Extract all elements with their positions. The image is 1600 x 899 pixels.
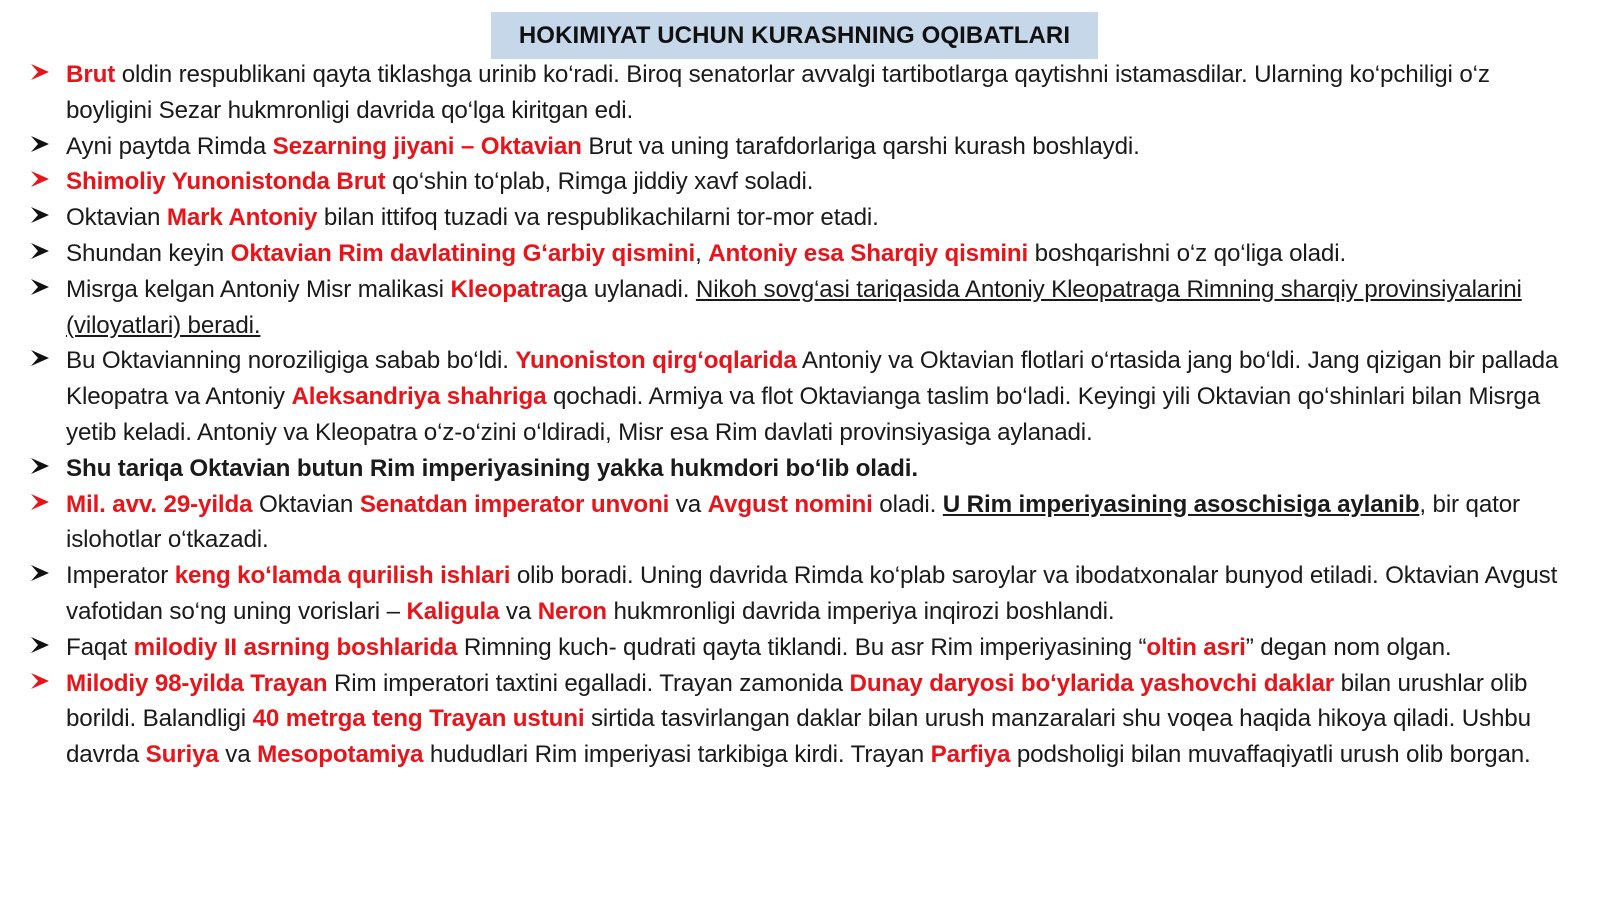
bullet-text: olib boradi. Uning davrida Rimda ko‘plab saroylar va ibodatxonalar bunyod etiladi. Oktavian Avgust vafotidan so‘ng uning vorislari – (66, 562, 1558, 625)
bullet-item (30, 200, 1570, 236)
arrowhead-bullet-icon (30, 451, 52, 487)
slide-title: HOKIMIYAT UCHUN KURASHNING OQIBATLARI (491, 12, 1098, 59)
bullet-text: Brut va uning tarafdorlariga qarshi kurash boshlaydi. (581, 132, 1140, 160)
arrowhead-bullet-icon (30, 630, 52, 666)
bullet-item (30, 666, 1570, 773)
bullet-text: Shundan keyin (66, 239, 231, 267)
arrowhead-bullet-icon (30, 343, 52, 379)
highlighted-text: Parfiya (930, 741, 1011, 769)
highlighted-text: oltin asri (1146, 633, 1246, 661)
bullet-text: bilan urushlar olib borildi. Balandligi (66, 669, 1528, 733)
bullet-text: Oktavian (66, 204, 167, 232)
arrowhead-bullet-icon (30, 558, 52, 594)
arrowhead-bullet-icon (30, 129, 52, 165)
bullet-item (30, 164, 1570, 200)
highlighted-text: Oktavian Rim davlatining G‘arbiy qismini (230, 239, 696, 267)
highlighted-text: Sezarning jiyani – Oktavian (272, 132, 582, 160)
bullet-text: bilan ittifoq tuzadi va respublikachilarni tor-mor etadi. (317, 204, 879, 232)
bullet-text: Ayni paytda Rimda (66, 132, 273, 160)
bullet-list (30, 57, 1570, 773)
bullet-text: , bir qator islohotlar o‘tkazadi. (66, 490, 1520, 554)
bullet-text: Nikoh sovg‘asi tariqasida Antoniy Kleopatraga Rimning sharqiy provinsiyalarini (viloyatlari) beradi. (66, 275, 1522, 339)
highlighted-text: Brut (66, 61, 116, 88)
bullet-text: Bu Oktavianning noroziligiga sabab bo‘ldi. (66, 347, 516, 375)
highlighted-text: Kaligula (406, 597, 500, 625)
arrowhead-bullet-icon (30, 236, 52, 272)
bullet-text: podsholigi bilan muvaffaqiyatli urush olib borgan. (1010, 741, 1531, 769)
arrowhead-bullet-icon (30, 487, 52, 523)
highlighted-text: keng ko‘lamda qurilish ishlari (174, 562, 511, 590)
arrowhead-bullet-icon (30, 200, 52, 236)
arrowhead-bullet-icon (30, 666, 52, 702)
bullet-text: , (695, 239, 709, 267)
bullet-text: oladi. (872, 490, 943, 518)
bullet-text: boshqarishni o‘z qo‘liga oladi. (1028, 239, 1347, 267)
highlighted-text: Neron (537, 597, 607, 625)
arrowhead-bullet-icon (30, 164, 52, 200)
bullet-text: va (499, 597, 538, 625)
arrowhead-bullet-icon (30, 57, 52, 93)
highlighted-text: Antoniy esa Sharqiy qismini (708, 239, 1029, 267)
bullet-item (30, 451, 1570, 487)
highlighted-text: 40 metrga teng Trayan ustuni (252, 705, 585, 733)
highlighted-text: Kleopatra (450, 275, 561, 303)
bullet-text: U Rim imperiyasining asoschisiga aylanib (942, 490, 1420, 518)
arrowhead-bullet-icon (30, 272, 52, 308)
bullet-item (30, 487, 1570, 559)
bullet-text: hududlari Rim imperiyasi tarkibiga kirdi. Trayan (423, 741, 931, 769)
bullet-item (30, 558, 1570, 630)
highlighted-text: Dunay daryosi bo‘ylarida yashovchi daklar (849, 669, 1335, 697)
highlighted-text: Aleksandriya shahriga (291, 383, 547, 411)
highlighted-text: Shimoliy Yunonistonda Brut (66, 168, 386, 196)
bullet-text: ga uylanadi. (560, 275, 696, 303)
bullet-text: Imperator (66, 562, 175, 590)
bullet-text: Oktavian (252, 490, 360, 518)
bullet-text: sirtida tasvirlangan daklar bilan urush manzaralari shu voqea haqida hikoya qiladi. Ushbu davrda (66, 705, 1531, 769)
highlighted-text: Suriya (145, 741, 219, 769)
bullet-text: Misrga kelgan Antoniy Misr malikasi (66, 275, 451, 303)
highlighted-text: milodiy II asrning boshlarida (133, 633, 458, 661)
bullet-item (30, 129, 1570, 165)
bullet-text: Faqat (66, 633, 134, 661)
bullet-text: Rimning kuch- qudrati qayta tiklandi. Bu asr Rim imperiyasining “ (457, 633, 1147, 661)
bullet-text: Shu tariqa Oktavian butun Rim imperiyasining yakka hukmdori bo‘lib oladi. (66, 454, 918, 482)
highlighted-text: Mesopotamiya (257, 741, 424, 769)
bullet-text: va (669, 490, 708, 518)
bullet-text: Rim imperatori taxtini egalladi. Trayan zamonida (327, 669, 850, 697)
bullet-text: hukmronligi davrida imperiya inqirozi boshlandi. (606, 597, 1115, 625)
bullet-item (30, 272, 1570, 344)
highlighted-text: Mil. avv. 29-yilda (66, 490, 253, 518)
bullet-text: oldin respublikani qayta tiklashga urinib ko‘radi. Biroq senatorlar avvalgi tartibotlarga qaytishni istamasdilar. Ularning ko‘pchiligi o‘z boyligini Sezar hukmronligi davrida qo‘lga kiritgan edi. (66, 61, 1490, 124)
bullet-text: Antoniy va Oktavian flotlari o‘rtasida jang bo‘ldi. Jang qizigan bir pallada Kleopatra va Antoniy (66, 347, 1559, 411)
bullet-text: ” degan nom olgan. (1245, 633, 1452, 661)
bullet-text: qo‘shin to‘plab, Rimga jiddiy xavf soladi. (385, 168, 814, 196)
highlighted-text: Mark Antoniy (166, 204, 318, 232)
highlighted-text: Senatdan imperator unvoni (359, 490, 670, 518)
bullet-text: qochadi. Armiya va flot Oktavianga taslim bo‘ladi. Keyingi yili Oktavian qo‘shinlari bilan Misrga yetib keladi. Antoniy va Kleopatra o‘z-o‘zini o‘ldiradi, Misr esa Rim davlati provinsiyasiga aylanadi. (66, 383, 1541, 446)
bullet-item (30, 57, 1570, 129)
bullet-text: va (218, 741, 258, 769)
bullet-item (30, 343, 1570, 450)
bullet-item (30, 630, 1570, 666)
highlighted-text: Avgust nomini (707, 490, 873, 518)
highlighted-text: Milodiy 98-yilda Trayan (66, 669, 328, 697)
bullet-item (30, 236, 1570, 272)
highlighted-text: Yunoniston qirg‘oqlarida (515, 347, 797, 375)
